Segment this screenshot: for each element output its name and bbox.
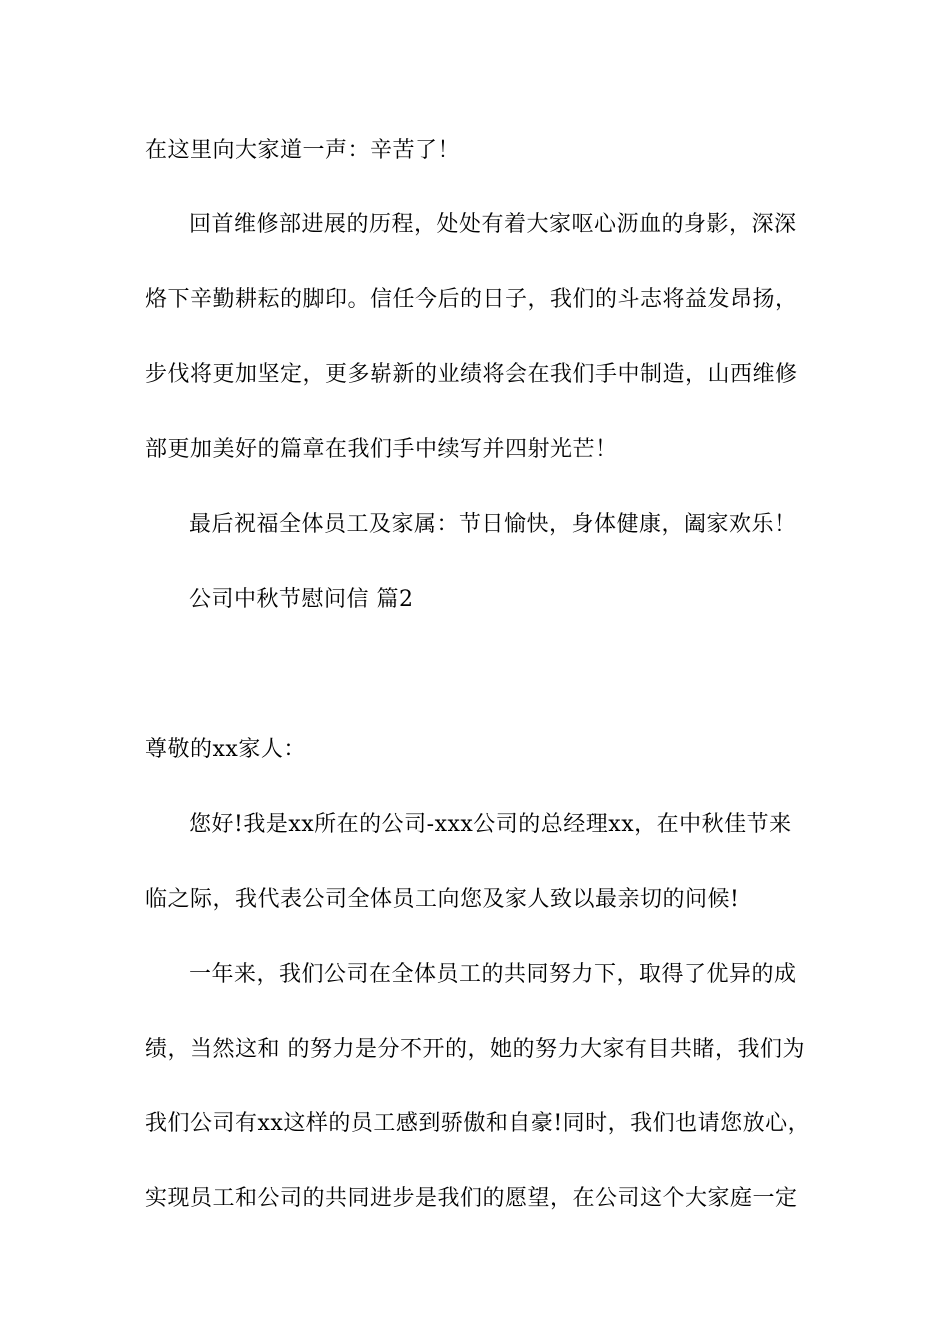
text-line-12: 我们公司有xx这样的员工感到骄傲和自豪!同时，我们也请您放心， [145, 1111, 811, 1136]
text-line-4: 步伐将更加坚定，更多崭新的业绩将会在我们手中制造，山西维修 [145, 362, 798, 387]
text-line-10: 一年来，我们公司在全体员工的共同努力下，取得了优异的成 [189, 962, 797, 987]
text-line-6: 最后祝福全体员工及家属：节日愉快，身体健康，阖家欢乐！ [189, 512, 797, 537]
text-line-5: 部更加美好的篇章在我们手中续写并四射光芒！ [145, 437, 618, 462]
text-line-13: 实现员工和公司的共同进步是我们的愿望，在公司这个大家庭一定 [145, 1186, 798, 1211]
text-line-8: 您好!我是xx所在的公司-xxx公司的总经理xx，在中秋佳节来 [189, 812, 792, 837]
salutation: 尊敬的xx家人： [145, 737, 306, 762]
text-line-3: 烙下辛勤耕耘的脚印。信任今后的日子，我们的斗志将益发昂扬， [145, 287, 798, 312]
text-line-9: 临之际，我代表公司全体员工向您及家人致以最亲切的问候! [145, 887, 740, 912]
text-line-1: 在这里向大家道一声：辛苦了！ [145, 138, 461, 163]
section-heading: 公司中秋节慰问信 篇2 [189, 587, 414, 612]
text-line-2: 回首维修部进展的历程，处处有着大家呕心沥血的身影，深深 [189, 212, 797, 237]
text-line-11: 绩，当然这和 的努力是分不开的，她的努力大家有目共睹，我们为 [145, 1037, 805, 1062]
